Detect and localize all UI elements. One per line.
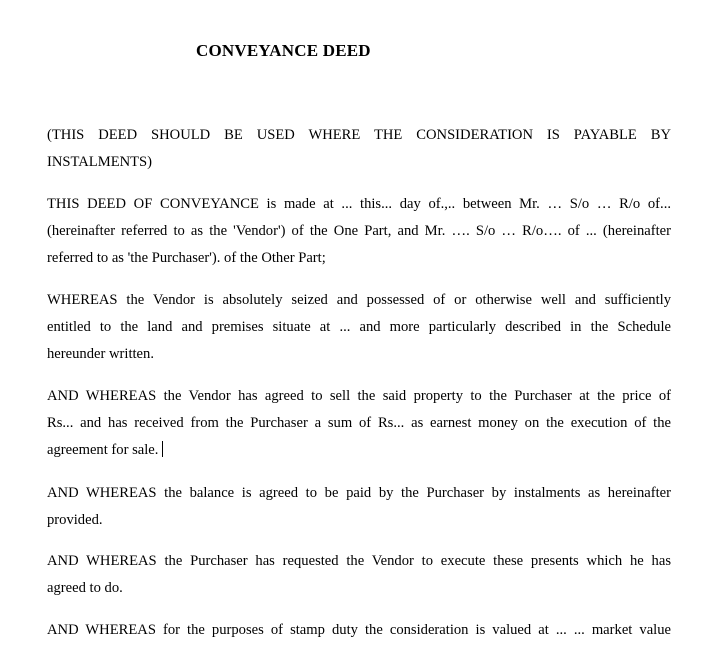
paragraph-line-with-cursor[interactable] [47, 437, 671, 464]
document-title: CONVEYANCE DEED [196, 41, 371, 60]
paragraph-line-text: agreement for sale. [47, 442, 159, 458]
paragraph-whereas-vendor-seized [47, 287, 671, 368]
paragraph-line: referred to as 'the Purchaser'). of the Other Part; [47, 250, 326, 266]
paragraph-line: entitled to the land and premises situate at ... and more particularly described in the Schedule [47, 319, 671, 335]
paragraph-line: AND WHEREAS the balance is agreed to be paid by the Purchaser by instalments as hereinafter [47, 485, 671, 501]
paragraph-whereas-stamp-duty [47, 617, 671, 644]
paragraph-line: INSTALMENTS) [47, 154, 153, 170]
paragraph-parties [47, 191, 671, 272]
paragraph-line: (THIS DEED SHOULD BE USED WHERE THE CONSIDERATION IS PAYABLE BY [47, 127, 671, 143]
paragraph-line: AND WHEREAS the Purchaser has requested the Vendor to execute these presents which he has [47, 553, 671, 569]
paragraph-line: agreed to do. [47, 580, 123, 596]
text-cursor [162, 441, 163, 457]
paragraph-whereas-balance [47, 480, 671, 534]
paragraph-line: AND WHEREAS the Vendor has agreed to sell the said property to the Purchaser at the price of [47, 388, 671, 404]
paragraph-line: AND WHEREAS for the purposes of stamp duty the consideration is valued at ... ... market value [47, 622, 671, 638]
paragraph-line: WHEREAS the Vendor is absolutely seized and possessed of or otherwise well and sufficiently [47, 292, 671, 308]
paragraph-line: (hereinafter referred to as the 'Vendor') of the One Part, and Mr. …. S/o … R/o…. of ... (hereinafter [47, 223, 671, 239]
paragraph-whereas-requested [47, 548, 671, 602]
paragraph-line: Rs... and has received from the Purchaser a sum of Rs... as earnest money on the execution of the [47, 415, 671, 431]
paragraph-whereas-agreed-to-sell [47, 383, 671, 464]
paragraph-line: THIS DEED OF CONVEYANCE is made at ... this... day of.,.. between Mr. … S/o … R/o of... [47, 196, 671, 212]
paragraph-line: provided. [47, 512, 103, 528]
paragraph-line: hereunder written. [47, 346, 154, 362]
paragraph-usage-note [47, 122, 671, 176]
